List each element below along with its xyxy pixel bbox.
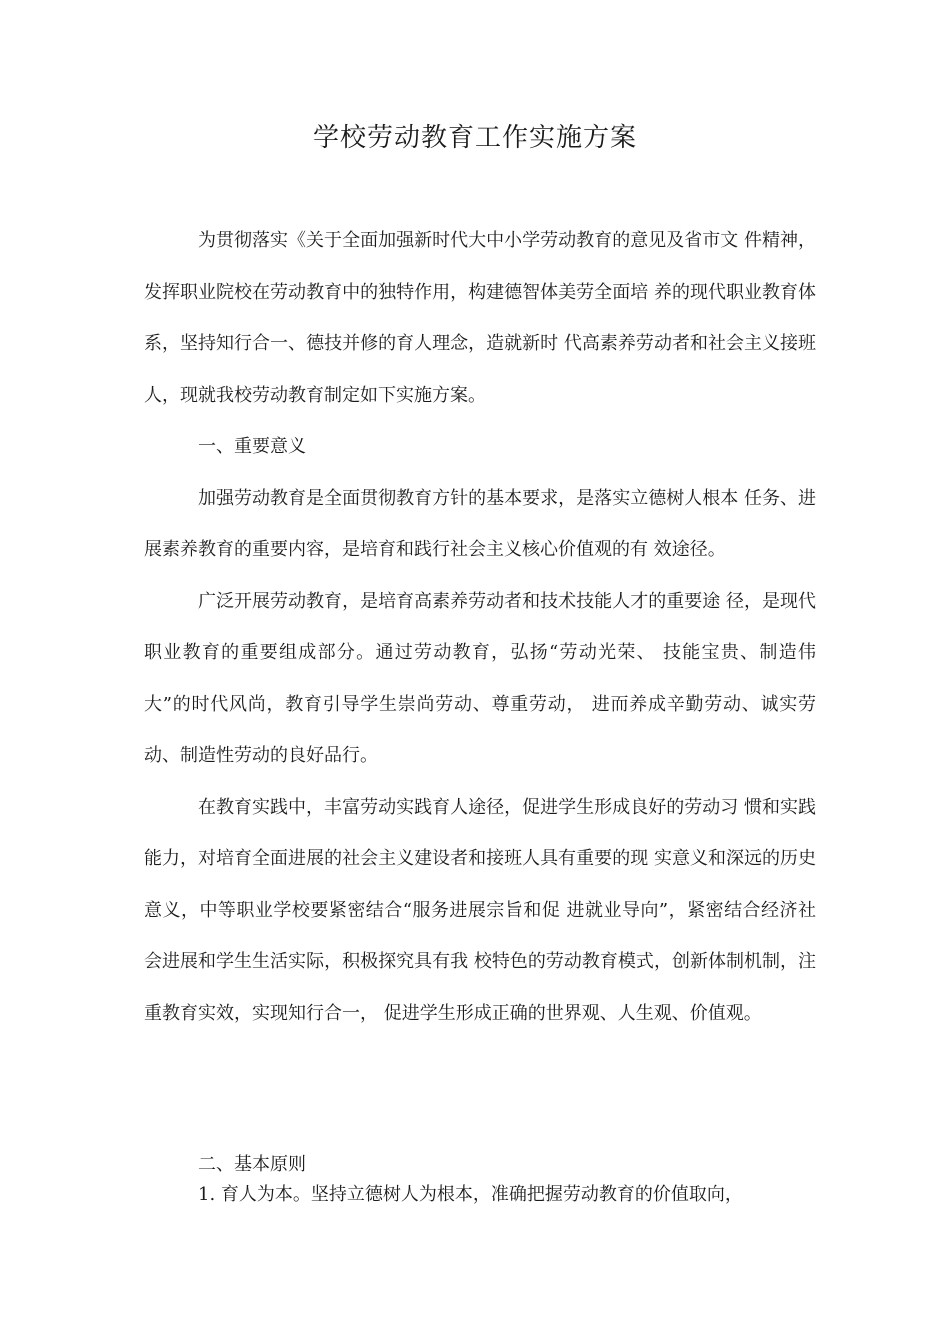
intro-paragraph: 为贯彻落实《关于全面加强新时代大中小学劳动教育的意见及省市文 件精神，发挥职业院校在劳动教育中的独特作用，构建德智体美劳全面培 养的现代职业教育体系，坚持知行合一、德技并修的育人理念，造就新时 代高素养劳动者和社会主义接班人，现就我校劳动教育制定如下实施方案。	[144, 230, 816, 406]
section-heading-principles: 二、基本原则	[198, 1154, 306, 1175]
significance-paragraph-3: 在教育实践中，丰富劳动实践育人途径，促进学生形成良好的劳动习 惯和实践能力，对培育全面进展的社会主义建设者和接班人具有重要的现 实意义和深远的历史意义，中等职业学校要紧密结合“服务进展宗旨和促 进就业导向”，紧密结合经济社会进展和学生生活实际，积极探究具有我 校特色的劳动教育模式，创新体制机制，注重教育实效，实现知行合一， 促进学生形成正确的世界观、人生观、价值观。	[144, 796, 816, 1024]
significance-paragraph-2: 广泛开展劳动教育，是培育高素养劳动者和技术技能人才的重要途 径，是现代职业教育的重要组成部分。通过劳动教育，弘扬“劳动光荣、 技能宝贵、制造伟大”的时代风尚，教育引导学生崇尚劳动、尊重劳动， 进而养成辛勤劳动、诚实劳动、制造性劳动的良好品行。	[144, 590, 816, 766]
document-title: 学校劳动教育工作实施方案	[312, 123, 637, 153]
principles-section	[144, 1150, 816, 1210]
significance-paragraph-1: 加强劳动教育是全面贯彻教育方针的基本要求，是落实立德树人根本 任务、进展素养教育的重要内容，是培育和践行社会主义核心价值观的有 效途径。	[144, 487, 816, 560]
principle-item-1: 1. 育人为本。坚持立德树人为根本，准确把握劳动教育的价值取向，	[198, 1184, 743, 1205]
section-heading-significance: 一、重要意义	[198, 436, 306, 457]
document-body	[144, 215, 816, 1039]
